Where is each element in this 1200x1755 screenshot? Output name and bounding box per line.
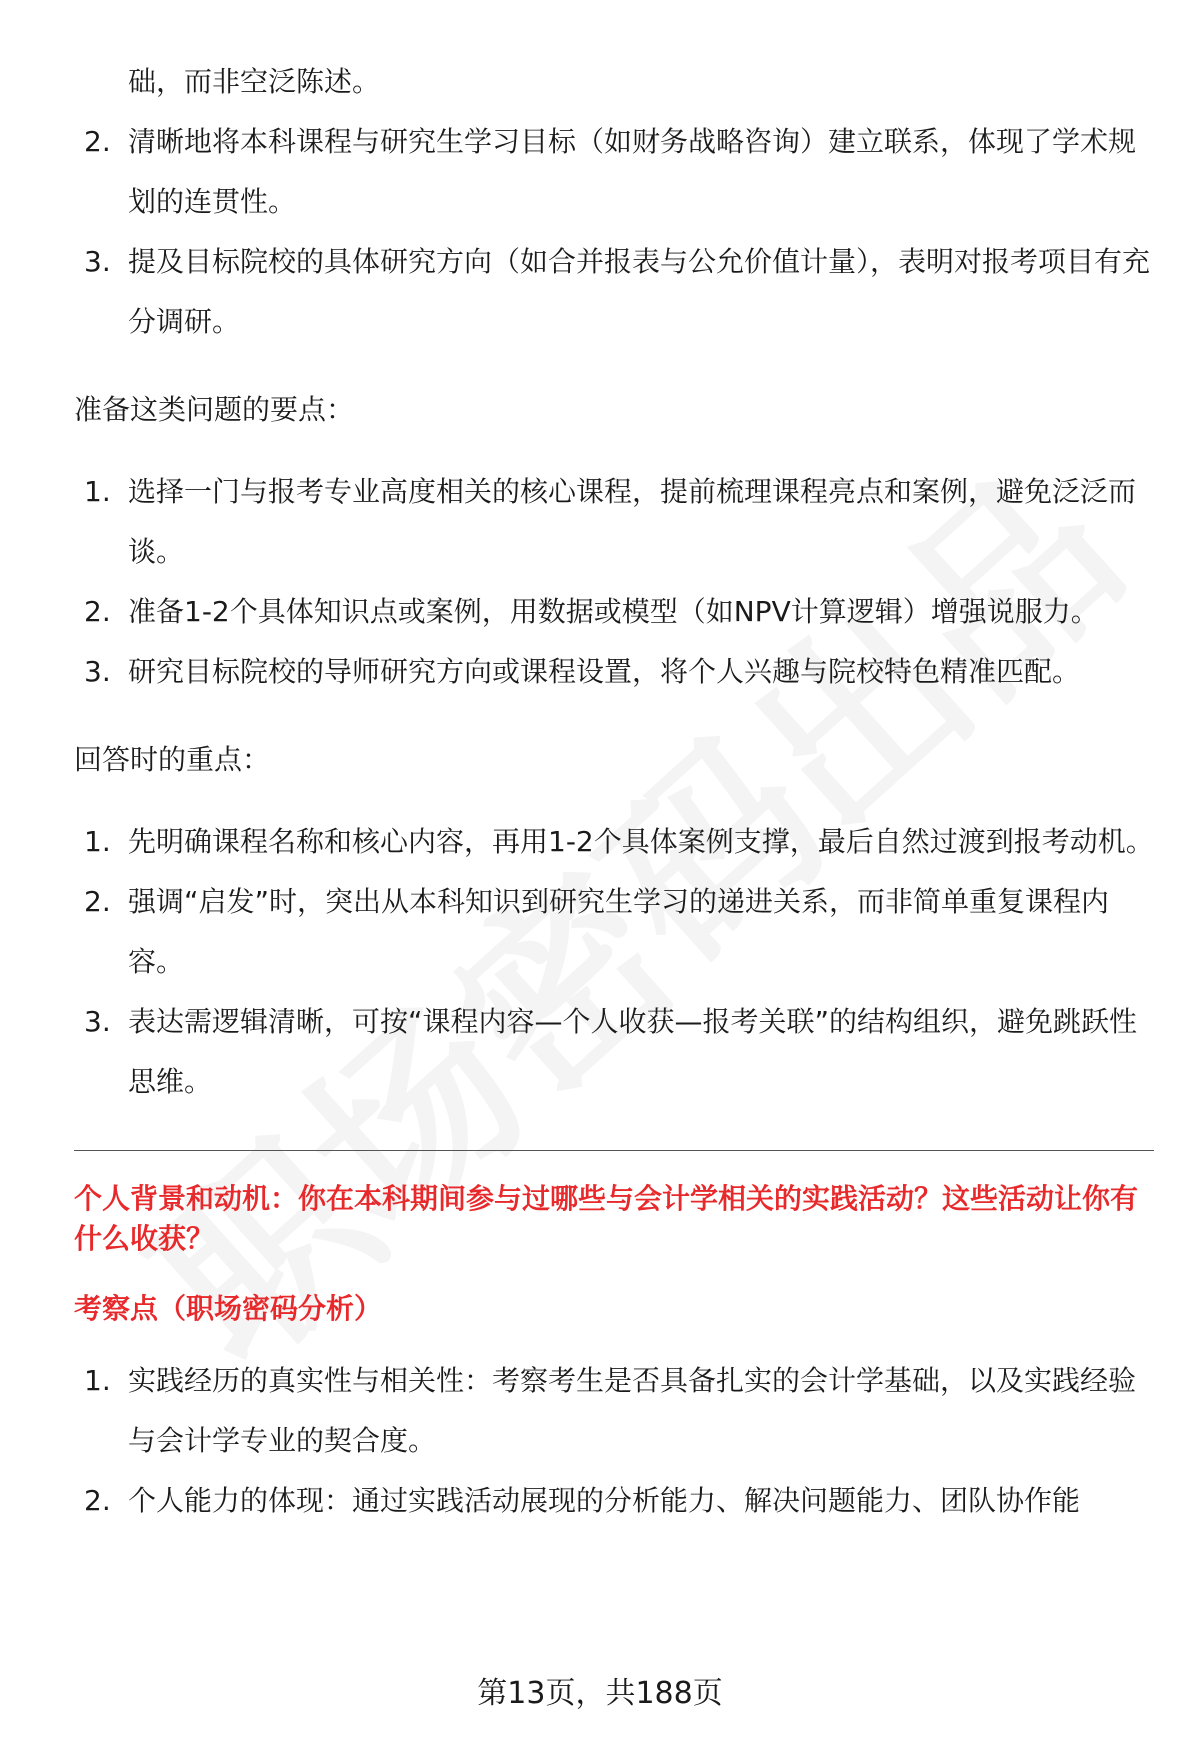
list-number: 1. [84,825,111,858]
list-item [74,232,1154,352]
list-number: 1. [84,1364,111,1397]
list-text: 研究目标院校的导师研究方向或课程设置，将个人兴趣与院校特色精准匹配。 [128,655,1081,688]
list-item [74,462,1154,582]
answer-list [74,812,1154,1112]
list-number: 2. [84,885,111,918]
exam-point-list [74,1351,1154,1531]
list-text: 提及目标院校的具体研究方向（如合并报表与公允价值计量），表明对报考项目有充分调研。 [128,245,1151,338]
list-text: 强调“启发”时，突出从本科知识到研究生学习的递进关系，而非简单重复课程内容。 [128,885,1110,978]
list-item [74,582,1154,642]
exam-point-heading: 考察点（职场密码分析） [74,1292,383,1325]
list-number: 3. [84,655,111,688]
prep-heading: 准备这类问题的要点： [74,393,355,426]
list-number: 2. [84,595,111,628]
list-item [74,872,1154,992]
list-text: 先明确课程名称和核心内容，再用1-2个具体案例支撑，最后自然过渡到报考动机。 [128,825,1154,858]
list-number: 2. [84,1484,111,1517]
page-footer: 第13页，共188页 [477,1676,723,1711]
list-item [74,1351,1154,1471]
section-divider [74,1150,1154,1151]
list-number: 1. [84,475,111,508]
list-text: 个人能力的体现：通过实践活动展现的分析能力、解决问题能力、团队协作能 [128,1484,1081,1517]
list-item [74,112,1154,232]
list-number: 3. [84,245,111,278]
page-content [74,52,1154,1531]
list-number: 3. [84,1005,111,1038]
list-text: 表达需逻辑清晰，可按“课程内容—个人收获—报考关联”的结构组织，避免跳跃性思维。 [128,1005,1138,1098]
list-text: 准备1-2个具体知识点或案例，用数据或模型（如NPV计算逻辑）增强说服力。 [128,595,1099,628]
list-item [74,1471,1154,1531]
list-item [74,992,1154,1112]
prep-list [74,462,1154,702]
list-item [74,812,1154,872]
list-text: 实践经历的真实性与相关性：考察考生是否具备扎实的会计学基础，以及实践经验与会计学专业的契合度。 [128,1364,1137,1457]
list-item [74,642,1154,702]
question-heading: 个人背景和动机：你在本科期间参与过哪些与会计学相关的实践活动？这些活动让你有什么收获？ [74,1182,1139,1255]
evaluation-list [74,112,1154,352]
answer-heading: 回答时的重点： [74,743,271,776]
intro-continuation: 础，而非空泛陈述。 [128,65,381,98]
list-number: 2. [84,125,111,158]
list-text: 清晰地将本科课程与研究生学习目标（如财务战略咨询）建立联系，体现了学术规划的连贯性。 [128,125,1137,218]
list-text: 选择一门与报考专业高度相关的核心课程，提前梳理课程亮点和案例，避免泛泛而谈。 [128,475,1137,568]
